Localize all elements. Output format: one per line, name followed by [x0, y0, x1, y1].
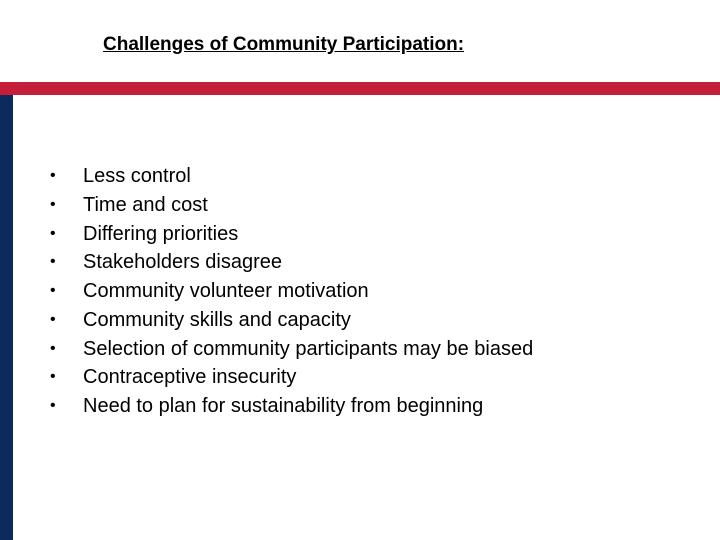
bullet-icon: • — [50, 253, 56, 271]
bullet-icon: • — [50, 195, 56, 213]
list-item — [50, 335, 533, 364]
bullet-list — [50, 162, 533, 421]
navy-side-bar — [0, 95, 13, 540]
bullet-icon: • — [50, 167, 56, 184]
list-item-text: Time and cost — [83, 193, 208, 216]
list-item — [50, 220, 533, 249]
red-divider-bar — [0, 82, 720, 95]
list-item — [50, 306, 533, 335]
list-item-text: Community volunteer motivation — [83, 280, 369, 302]
list-item — [50, 363, 533, 392]
bullet-icon: • — [50, 310, 56, 328]
bullet-icon: • — [50, 397, 56, 414]
bullet-icon: • — [50, 339, 56, 357]
list-item-text: Community skills and capacity — [83, 308, 351, 331]
list-item — [50, 248, 533, 277]
slide-title: Challenges of Community Participation: — [103, 34, 465, 55]
list-item-text: Differing priorities — [83, 222, 239, 245]
list-item — [50, 162, 533, 191]
list-item — [50, 191, 533, 220]
list-item-text: Less control — [83, 165, 191, 187]
list-item — [50, 392, 533, 421]
list-item-text: Selection of community participants may be biased — [83, 337, 534, 360]
list-item-text: Stakeholders disagree — [83, 251, 283, 274]
bullet-icon: • — [50, 368, 56, 386]
list-item — [50, 277, 533, 306]
bullet-icon: • — [50, 282, 56, 299]
list-item-text: Need to plan for sustainability from beginning — [83, 395, 484, 417]
bullet-icon: • — [50, 224, 56, 242]
list-item-text: Contraceptive insecurity — [83, 366, 297, 389]
